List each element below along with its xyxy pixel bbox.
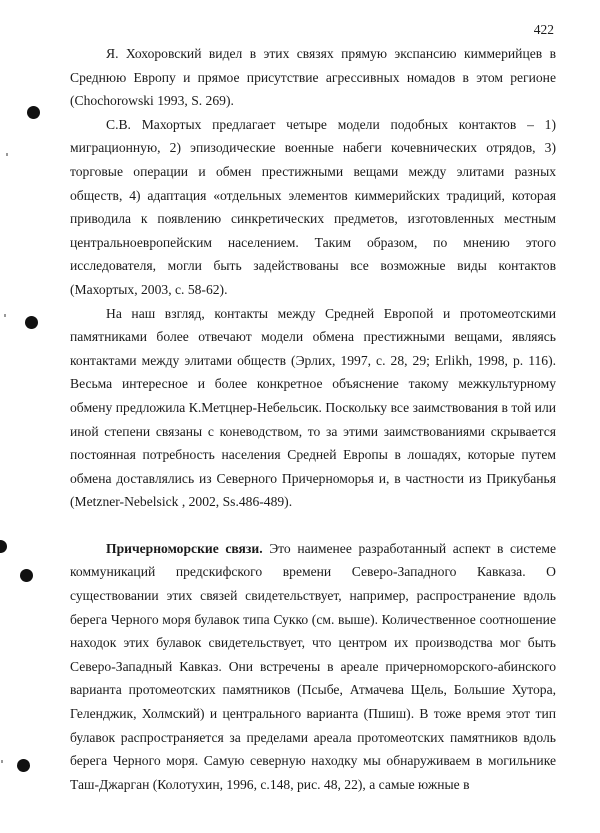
page-number: 422 [533, 22, 554, 37]
scan-speck [6, 153, 8, 156]
section-paragraph [70, 537, 556, 797]
document-body [70, 42, 556, 796]
scan-speck [4, 314, 6, 317]
punch-hole-mark [0, 540, 7, 553]
paragraph-text: Это наименее разработанный аспект в системе коммуникаций предскифского времени Северо-Западного Кавказа. О существовании этих связей свидетельствует, например, распространение вдоль берега Черного моря булавок типа Сукко (см. выше). Количественное соотношение находок этих булавок свидетельствует, что центром их производства мог быть Северо-Западный Кавказ. Они встречены в ареале причерноморского-абинского варианта протомеотских памятников (Псыбе, Атмачева Щель, Большие Хутора, Геленджик, Холмский) и центрального варианта (Пшиш). В тоже время этот тип булавок распространяется за пределами ареала протомеотских памятников вдоль берега Черного моря. Самую северную находку мы обнаруживаем в могильнике Таш-Джарган (Колотухин, 1996, с.148, рис. 48, 22), а самые южные в [70, 540, 556, 792]
punch-hole-mark [17, 759, 30, 772]
punch-hole-mark [27, 106, 40, 119]
scan-speck [1, 760, 3, 763]
paragraph: Я. Хохоровский видел в этих связях прямую экспансию киммерийцев в Среднюю Европу и прямое присутствие агрессивных номадов в этом регионе (Chochorowski 1993, S. 269). [70, 46, 556, 109]
punch-hole-mark [25, 316, 38, 329]
paragraph: С.В. Махортых предлагает четыре модели подобных контактов – 1) миграционную, 2) эпизодические военные набеги кочевнических отрядов, 3) торговые операции и обмен престижными вещами между элитами разных обществ, 4) адаптация «отдельных элементов киммерийских традиций, которая приводила к появлению синкретических предметов, изготовленных местным центральноевропейским населением. Таким образом, по мнению этого исследователя, могли быть задействованы все возможные виды контактов (Махортых, 2003, с. 58-62). [70, 116, 556, 297]
section-heading: Причерноморские связи. [106, 540, 263, 556]
paragraph: На наш взгляд, контакты между Средней Европой и протомеотскими памятниками более отвечают модели обмена престижными вещами, являясь контактами между элитами обществ (Эрлих, 1997, с. 28, 29; Erlikh, 1998, p. 116). Весьма интересное и более конкретное объяснение такому межкультурному обмену предложила К.Метцнер-Небельсик. Поскольку все заимствования в той или иной степени связаны с коневодством, то за этими заимствованиями скрывается постоянная потребность населения Средней Европы в лошадях, которые путем обмена доставлялись из Северного Причерноморья и, в частности из Прикубанья (Metzner-Nebelsick , 2002, Ss.486-489). [70, 305, 556, 510]
punch-hole-mark [20, 569, 33, 582]
paragraph-gap [70, 514, 556, 537]
